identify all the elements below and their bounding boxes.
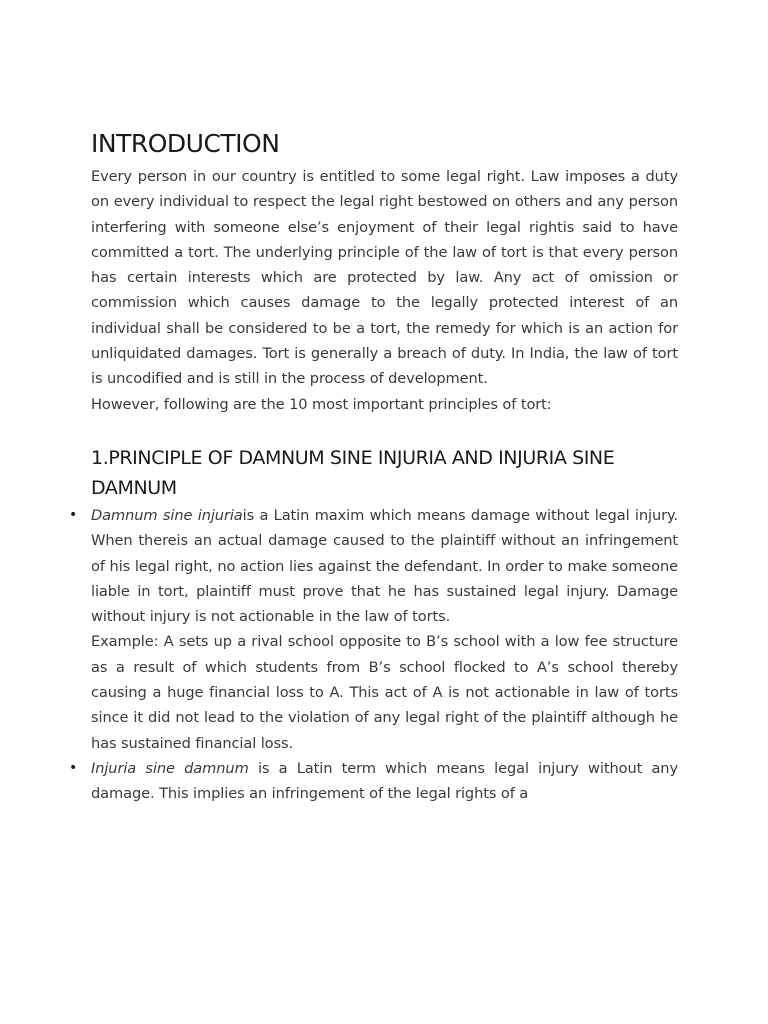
section-heading: 1.PRINCIPLE OF DAMNUM SINE INJURIA AND INJURIA SINE DAMNUM [91, 446, 615, 499]
bullet-item-damnum-sine-injuria [69, 503, 678, 629]
bullet-item-injuria-sine-damnum [69, 756, 678, 807]
document-page [69, 124, 678, 807]
document-title: INTRODUCTION [91, 129, 280, 158]
lead-in-paragraph: However, following are the 10 most important principles of tort: [91, 395, 552, 413]
bullet-text: is a Latin maxim which means damage without legal injury. When thereis an actual damage caused to the plaintiff without an infringement of his legal right, no action lies against the defendant. In order to make someone liable in tort, plaintiff must prove that he has sustained legal injury. Damage without injury is not actionable in the law of torts. [91, 506, 678, 626]
bullet-text: is a Latin term which means legal injury without any damage. This implies an infringement of the legal rights of a [91, 759, 678, 803]
intro-paragraph: Every person in our country is entitled to some legal right. Law imposes a duty on every individual to respect the legal right bestowed on others and any person interfering with someone else’s enjoyment of their legal rightis said to have committed a tort. The underlying principle of the law of tort is that every person has certain interests which are protected by law. Any act of omission or commission which causes damage to the legally protected interest of an individual shall be considered to be a tort, the remedy for which is an action for unliquidated damages. Tort is generally a breach of duty. In India, the law of tort is uncodified and is still in the process of development. [91, 168, 678, 388]
bullet-term: Damnum sine injuria [91, 506, 243, 524]
example-paragraph: Example: A sets up a rival school opposite to B’s school with a low fee structure as a result of which students from B’s school flocked to A’s school thereby causing a huge financial loss to A. This act of A is not actionable in law of torts since it did not lead to the violation of any legal right of the plaintiff although he has sustained financial loss. [91, 633, 678, 752]
bullet-dot-icon: • [69, 506, 78, 523]
bullet-term: Injuria sine damnum [91, 759, 249, 777]
bullet-dot-icon: • [69, 759, 78, 776]
